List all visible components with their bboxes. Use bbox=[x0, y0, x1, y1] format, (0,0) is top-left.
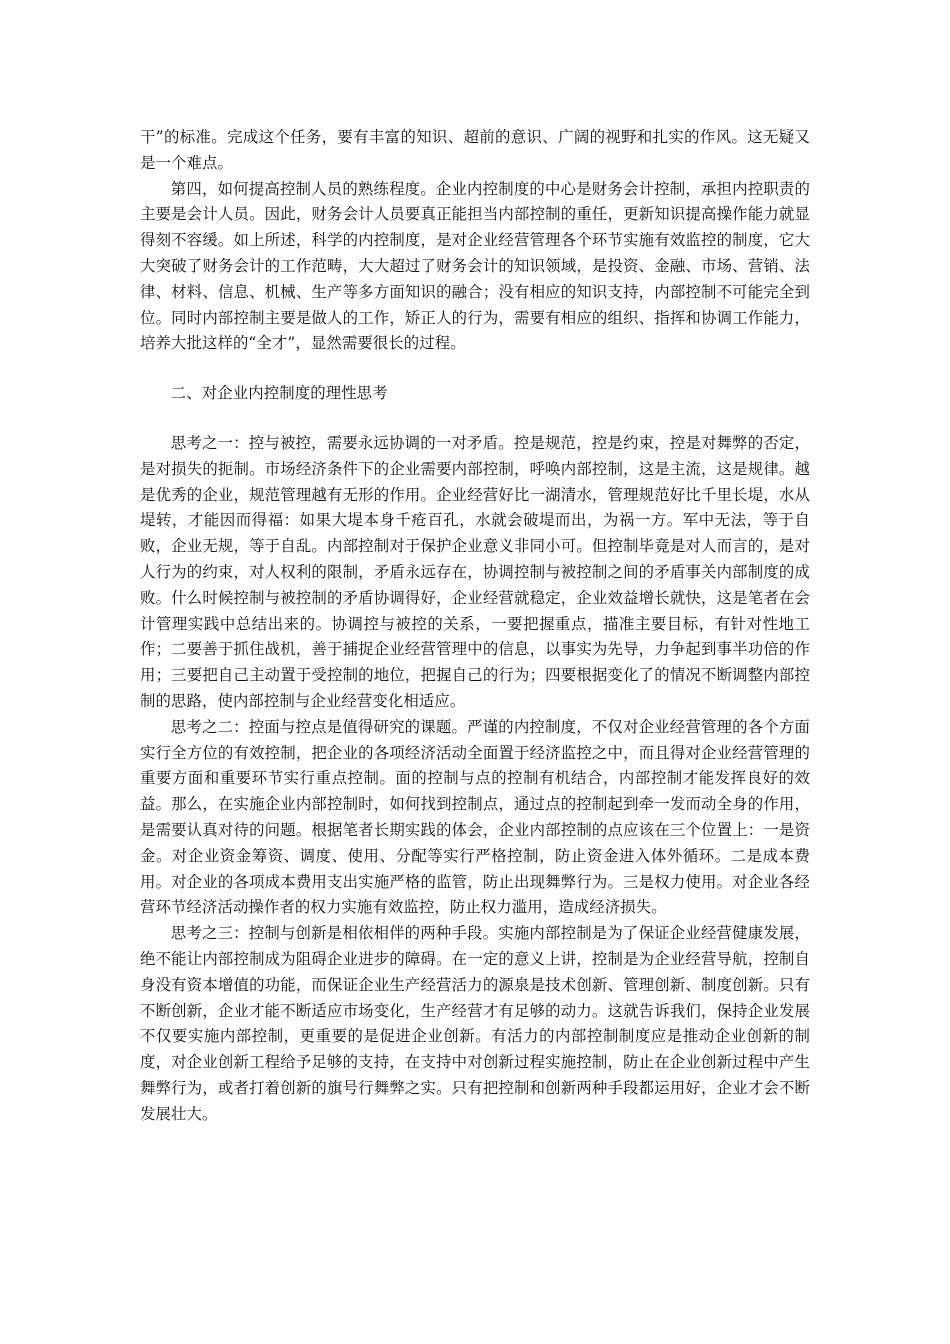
section-spacer bbox=[140, 407, 810, 431]
paragraph-thought-1: 思考之一：控与被控，需要永远协调的一对矛盾。控是规范，控是约束，控是对舞弊的否定，是对损失的扼制。市场经济条件下的企业需要内部控制，呼唤内部控制，这是主流，这是规律。越是优秀的企业，规范管理越有无形的作用。企业经营好比一湖清水，管理规范好比千里长堤，水从堤转，才能因而得福：如果大堤本身千疮百孔，水就会破堤而出，为祸一方。军中无法，等于自败，企业无规，等于自乱。内部控制对于保护企业意义非同小可。但控制毕竟是对人而言的，是对人行为的约束，对人权利的限制，矛盾永远存在，协调控制与被控制之间的矛盾事关内部制度的成败。什么时候控制与被控制的矛盾协调得好，企业经营就稳定，企业效益增长就快，这是笔者在会计管理实践中总结出来的。协调控与被控的关系，一要把握重点，描准主要目标，有针对性地工作；二要善于抓住战机，善于捕捉企业经营管理中的信息，以事实为先导，力争起到事半功倍的作用；三要把自己主动置于受控制的地位，把握自己的行为；四要根据变化了的情况不断调整内部控制的思路，使内部控制与企业经营变化相适应。 bbox=[140, 433, 810, 710]
paragraph-fourth-point: 第四，如何提高控制人员的熟练程度。企业内控制度的中心是财务会计控制，承担内控职责的主要是会计人员。因此，财务会计人员要真正能担当内部控制的重任，更新知识提高操作能力就显得刻不容缓。如上所述，科学的内控制度，是对企业经营管理各个环节实施有效监控的制度，它大大突破了财务会计的工作范畴，大大超过了财务会计的知识领域，是投资、金融、市场、营销、法律、材料、信息、机械、生产等多方面知识的融合；没有相应的知识支持，内部控制不可能完全到位。同时内部控制主要是做人的工作，矫正人的行为，需要有相应的组织、指挥和协调工作能力，培养大批这样的“全才”，显然需要很长的过程。 bbox=[140, 179, 810, 353]
section-heading: 二、对企业内控制度的理性思考 bbox=[170, 384, 388, 403]
paragraph-continuation: 干”的标准。完成这个任务，要有丰富的知识、超前的意识、广阔的视野和扎实的作风。这无疑又是一个难点。 bbox=[140, 128, 810, 172]
paragraph-thought-3: 思考之三：控制与创新是相依相伴的两种手段。实施内部控制是为了保证企业经营健康发展，绝不能让内部控制成为阻碍企业进步的障碍。在一定的意义上讲，控制是为企业经营导航，控制自身没有资本增值的功能，而保证企业生产经营活力的源泉是技术创新、管理创新、制度创新。只有不断创新，企业才能不断适应市场变化，生产经营才有足够的动力。这就告诉我们，保持企业发展不仅要实施内部控制，更重要的是促进企业创新。有活力的内部控制制度应是推动企业创新的制度，对企业创新工程给予足够的支持，在支持中对创新过程实施控制，防止在企业创新过程中产生舞弊行为，或者打着创新的旗号行舞弊之实。只有把控制和创新两种手段都运用好，企业才会不断发展壮大。 bbox=[140, 924, 810, 1123]
document-page bbox=[140, 125, 810, 1127]
paragraph-thought-2: 思考之二：控面与控点是值得研究的课题。严谨的内控制度，不仅对企业经营管理的各个方面实行全方位的有效控制，把企业的各项经济活动全面置于经济监控之中，而且得对企业经营管理的重要方面和重要环节实行重点控制。面的控制与点的控制有机结合，内部控制才能发挥良好的效益。那么，在实施企业内部控制时，如何找到控制点，通过点的控制起到牵一发而动全身的作用，是需要认真对待的问题。根据笔者长期实践的体会，企业内部控制的点应该在三个位置上：一是资金。对企业资金筹资、调度、使用、分配等实行严格控制，防止资金进入体外循环。二是成本费用。对企业的各项成本费用支出实施严格的监管，防止出现舞弊行为。三是权力使用。对企业各经营环节经济活动操作者的权力实施有效监控，防止权力滥用，造成经济损失。 bbox=[140, 717, 810, 917]
section-spacer bbox=[140, 357, 810, 381]
